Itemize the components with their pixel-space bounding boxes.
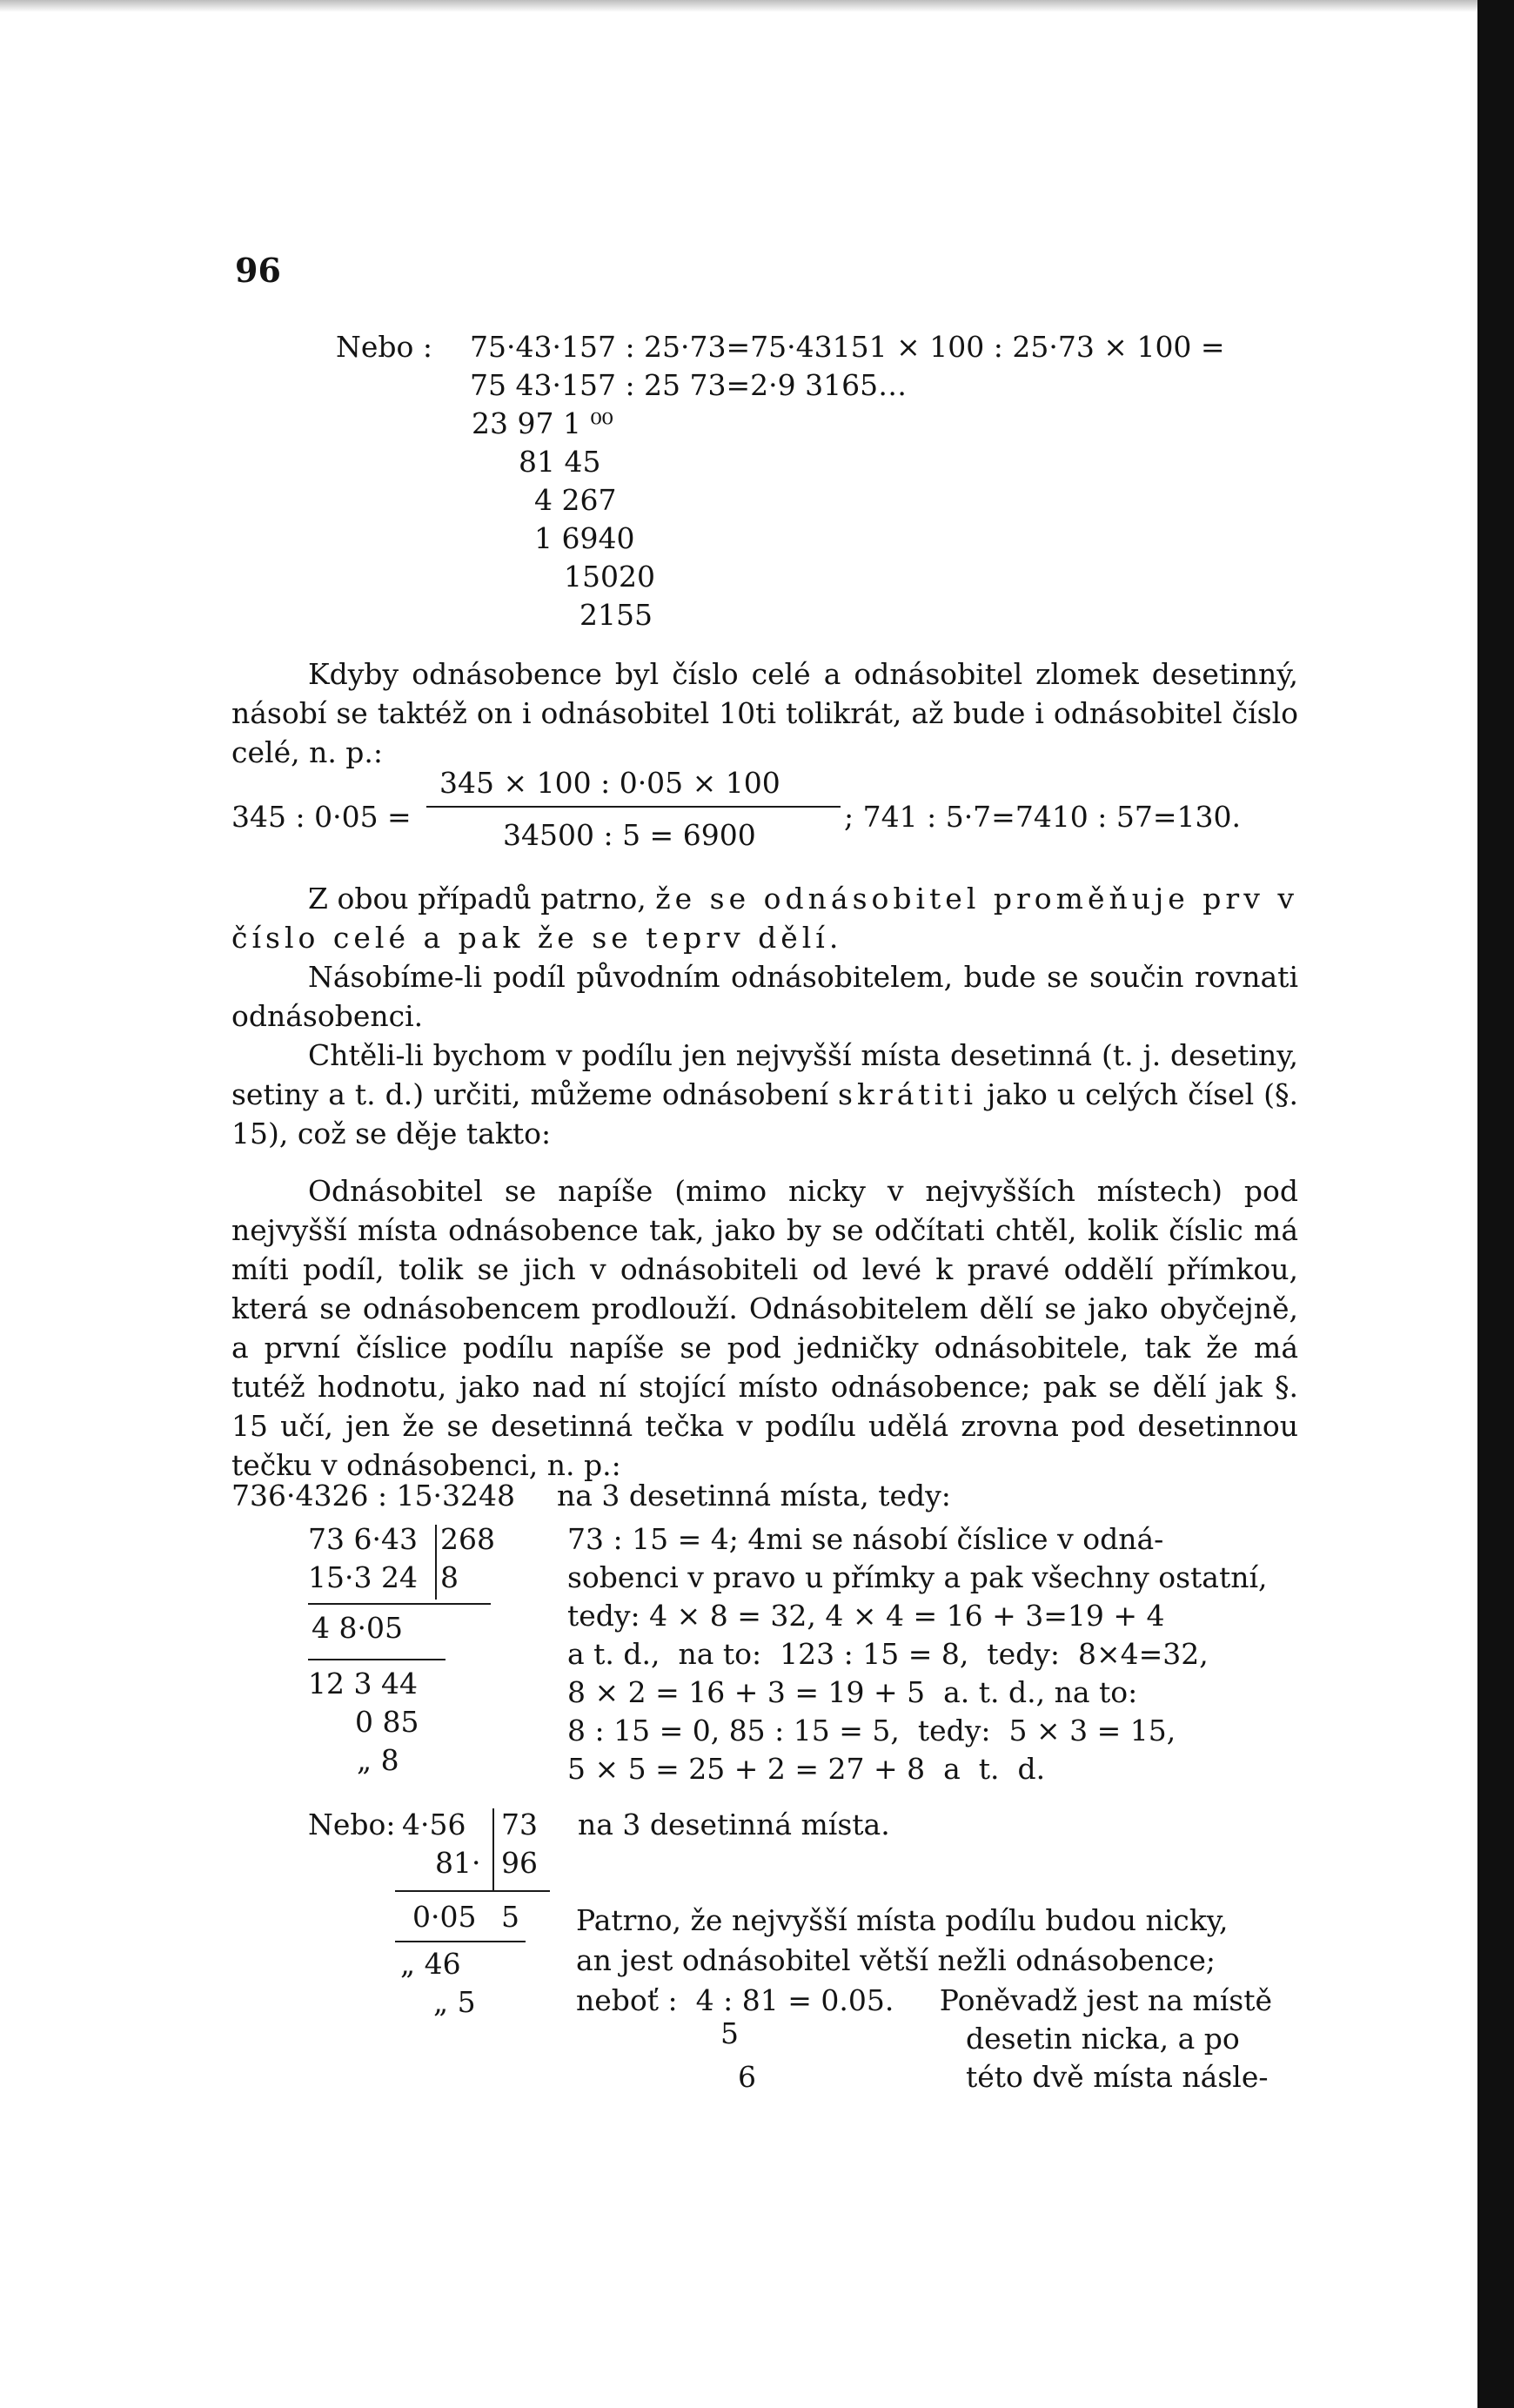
division-step: 2155: [579, 598, 653, 632]
division-line-2: 75 43·157 : 25 73=2·9 3165…: [470, 368, 908, 402]
scan-right-border: [1477, 0, 1514, 2408]
example-1-explanation: sobenci v pravo u přímky a pak všechny ostatní,: [567, 1560, 1268, 1594]
scan-top-shadow: [0, 0, 1477, 12]
example-2-divider: [492, 1808, 494, 1890]
division-step: 15020: [564, 560, 655, 594]
example-1-step: 0 85: [355, 1705, 419, 1739]
example-1-step: 73 6·43: [308, 1522, 418, 1556]
example-2-explanation: neboť : 4 : 81 = 0.05. Poněvadž jest na místě: [576, 1983, 1273, 2017]
example-1-explanation: 73 : 15 = 4; 4mi se násobí číslice v odná-: [567, 1522, 1164, 1556]
example-1-step: 4 8·05: [312, 1611, 403, 1645]
division-step: 4 267: [534, 483, 617, 517]
paragraph-4: [231, 1036, 1298, 1153]
example-2-label: Nebo:: [308, 1808, 396, 1841]
formula-rhs: ; 741 : 5·7=7410 : 57=130.: [844, 800, 1242, 834]
division-line-1: 75·43·157 : 25·73=75·43151 × 100 : 25·73 × 100 =: [470, 330, 1225, 364]
example-1-step: „ 8: [357, 1743, 399, 1777]
example-1-explanation: 5 × 5 = 25 + 2 = 27 + 8 a t. d.: [567, 1752, 1046, 1786]
example-2-explanation: desetin nicka, a po: [966, 2022, 1240, 2056]
paragraph-2: [231, 879, 1298, 957]
example-1-explanation: 8 : 15 = 0, 85 : 15 = 5, tedy: 5 × 3 = 15,: [567, 1714, 1176, 1747]
paragraph-2-start: Z obou případů patrno,: [308, 882, 656, 916]
example-1-rule: [308, 1659, 445, 1660]
example-2-quotient: 96: [501, 1846, 538, 1880]
page-number: 96: [235, 251, 281, 290]
example-2-fraction-den: 6: [738, 2060, 756, 2094]
paragraph-5: Odnásobitel se napíše (mimo nicky v nejvyšších místech) pod nejvyšší místa odnásobence tak, jako by se odčítati chtěl, kolik číslic má míti podíl, tolik se jich v odnásobiteli od levé k pravé oddělí přímkou, která se odnásobencem prodlouží. Odnásobitelem dělí se jako obyčejně, a první číslice podílu napíše se pod jedničky odnásobitele, tak že má tutéž hodnotu, jako nad ní stojící místo odnásobence; pak se dělí jak §. 15 učí, jen že se desetinná tečka v podílu udělá zrovna pod desetinnou tečku v odnásobenci, n. p.:: [231, 1174, 1298, 1482]
example-2-step: 81·: [435, 1846, 481, 1880]
example-1-step: 15·3 24: [308, 1560, 418, 1594]
example-1-explanation: tedy: 4 × 8 = 32, 4 × 4 = 16 + 3=19 + 4: [567, 1599, 1165, 1633]
fraction-bar: [426, 806, 841, 808]
paragraph-4-end: jako u celých čísel (§. 15), což se děje takto:: [231, 1077, 1298, 1150]
formula-numerator: 345 × 100 : 0·05 × 100: [439, 766, 780, 800]
formula-denominator: 34500 : 5 = 6900: [503, 818, 756, 852]
example-2-step: „ 5: [433, 1985, 476, 2019]
example-2-step: 4·56: [402, 1808, 466, 1841]
paragraph-4-start: Chtěli-li bychom v podílu jen nejvyšší místa desetinná (t. j. desetiny, setiny a t. d.) určiti, můžeme odnásobení: [231, 1038, 1298, 1111]
paragraph-4-spaced: skrátiti: [838, 1077, 978, 1111]
example-2-rule: [395, 1941, 526, 1942]
example-2-explanation: Patrno, že nejvyšší místa podílu budou nicky,: [576, 1903, 1229, 1937]
formula-lhs: 345 : 0·05 =: [231, 800, 412, 834]
division-label: Nebo :: [336, 330, 433, 364]
example-1-rule: [308, 1603, 491, 1605]
division-step: 23 97 1 ⁰⁰: [472, 406, 613, 440]
paragraph-2-spaced: že se odnásobitel proměňuje prv v číslo celé a pak že se teprv dělí.: [231, 882, 1299, 955]
example-1-task: 736·4326 : 15·3248: [231, 1479, 516, 1513]
example-2-suffix: na 3 desetinná místa.: [578, 1808, 890, 1841]
division-step: 1 6940: [534, 521, 635, 555]
example-2-rule: [395, 1890, 550, 1892]
paragraph-3: Násobíme-li podíl původním odnásobitelem, bude se součin rovnati odnásobenci.: [231, 960, 1298, 1033]
example-1-explanation: 8 × 2 = 16 + 3 = 19 + 5 a. t. d., na to:: [567, 1675, 1138, 1709]
example-2-divisor: 73: [501, 1808, 538, 1841]
example-2-step: „ 46: [400, 1947, 461, 1981]
example-2-quotient-digit: 5: [501, 1900, 519, 1934]
example-2-fraction-num: 5: [720, 2016, 739, 2050]
example-1-quotient: 268: [440, 1522, 495, 1556]
example-2-explanation: an jest odnásobitel větší nežli odnásobence;: [576, 1943, 1216, 1977]
example-2-step: 0·05: [412, 1900, 477, 1934]
example-1-explanation: a t. d., na to: 123 : 15 = 8, tedy: 8×4=32,: [567, 1637, 1209, 1671]
division-step: 81 45: [519, 445, 601, 479]
example-1-divider: [435, 1525, 437, 1600]
example-1-task-suffix: na 3 desetinná místa, tedy:: [557, 1479, 951, 1513]
paragraph-1: Kdyby odnásobence byl číslo celé a odnásobitel zlomek desetinný, násobí se taktéž on i odnásobitel 10ti tolikrát, až bude i odnásobitel číslo celé, n. p.:: [231, 657, 1298, 769]
example-2-explanation: této dvě místa násle-: [966, 2060, 1269, 2094]
example-1-step: 12 3 44: [308, 1667, 418, 1700]
example-1-divisor: 8: [440, 1560, 459, 1594]
